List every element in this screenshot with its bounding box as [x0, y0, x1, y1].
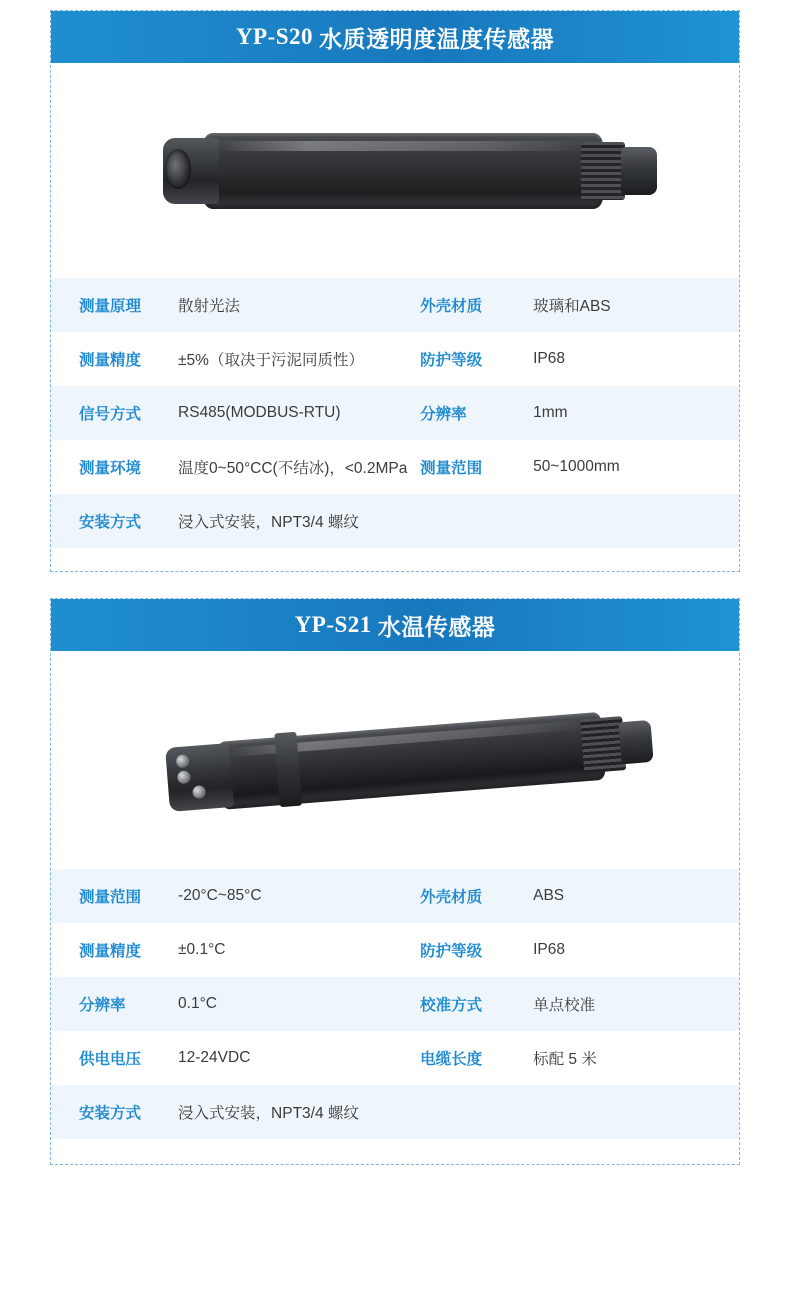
spec-value: 50~1000mm	[533, 458, 620, 475]
spec-label: 安装方式	[79, 1105, 142, 1122]
product-header-yp-s20	[51, 11, 739, 63]
spec-value: 标配 5 米	[533, 1051, 597, 1068]
product-image-yp-s21	[51, 651, 739, 869]
table-row	[51, 494, 739, 548]
product-title: 水质透明度温度传感器	[319, 25, 555, 52]
table-row	[51, 1031, 739, 1085]
product-image-yp-s20	[51, 63, 739, 278]
table-row	[51, 869, 739, 923]
spec-value: RS485(MODBUS-RTU)	[178, 404, 341, 421]
spec-label: 测量环境	[79, 460, 142, 477]
spec-value: 散射光法	[178, 298, 241, 315]
spec-label: 测量精度	[79, 943, 142, 960]
sensor-illustration-icon	[151, 125, 661, 217]
spec-value: 单点校准	[533, 997, 596, 1014]
table-row	[51, 278, 739, 332]
spec-value: IP68	[533, 941, 566, 958]
product-model: YP-S21	[294, 612, 372, 637]
table-row	[51, 332, 739, 386]
product-header-yp-s21	[51, 599, 739, 651]
product-model: YP-S20	[235, 24, 314, 49]
spec-label: 信号方式	[79, 406, 142, 423]
spec-value: 浸入式安装，NPT3/4 螺纹	[178, 514, 359, 531]
spec-label: 测量范围	[420, 460, 483, 477]
spec-label: 安装方式	[79, 514, 142, 531]
product-title: 水温传感器	[377, 613, 496, 640]
spec-label: 供电电压	[79, 1051, 142, 1068]
spec-label: 分辨率	[420, 406, 467, 423]
spec-label: 电缆长度	[420, 1051, 483, 1068]
spec-value: 0.1°C	[178, 995, 217, 1012]
table-row	[51, 977, 739, 1031]
table-row	[51, 440, 739, 494]
spec-value: 温度0~50°CC(不结冰)，<0.2MPa	[178, 460, 408, 477]
spec-value: 1mm	[533, 404, 568, 421]
spec-table-yp-s20	[51, 278, 739, 548]
spec-label: 测量范围	[79, 889, 142, 906]
spec-table-yp-s21	[51, 869, 739, 1139]
spec-value: ±5%（取决于污泥同质性）	[178, 352, 364, 369]
spec-label: 外壳材质	[420, 298, 483, 315]
spec-label: 外壳材质	[420, 889, 483, 906]
spec-value: 玻璃和ABS	[533, 298, 611, 315]
spec-label: 分辨率	[79, 997, 126, 1014]
spec-label: 校准方式	[420, 997, 483, 1014]
spec-value: IP68	[533, 350, 566, 367]
spec-value: -20°C~85°C	[178, 887, 262, 904]
table-row	[51, 386, 739, 440]
table-row	[51, 923, 739, 977]
spec-label: 测量精度	[79, 352, 142, 369]
spec-label: 防护等级	[420, 352, 483, 369]
spec-label: 防护等级	[420, 943, 483, 960]
spec-value: 浸入式安装，NPT3/4 螺纹	[178, 1105, 359, 1122]
sensor-illustration-icon	[155, 684, 663, 843]
product-card-yp-s21	[50, 598, 740, 1165]
spec-value: 12-24VDC	[178, 1049, 251, 1066]
spec-label: 测量原理	[79, 298, 142, 315]
product-card-yp-s20	[50, 10, 740, 572]
spec-value: ±0.1°C	[178, 941, 226, 958]
table-row	[51, 1085, 739, 1139]
spec-value: ABS	[533, 887, 565, 904]
